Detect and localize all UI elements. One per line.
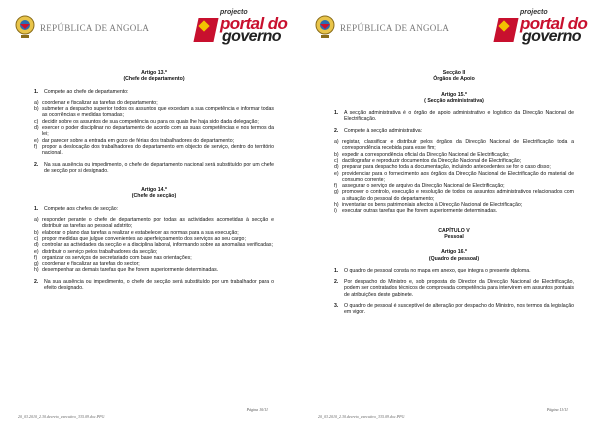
article-15-list <box>334 139 574 215</box>
list-text: decidir sobre os assuntos de sua competência ou para os quais lhe haja sido dada delegação; <box>42 118 259 125</box>
list-text: controlar as actividades da secção e a disciplina laboral, informando sobre as anomalias verificadas; <box>42 242 273 249</box>
list-text: organizar os serviços de secretariado com base nas orientações; <box>42 254 192 261</box>
page-header <box>14 6 290 46</box>
paragraph-text: O quadro de pessoal é susceptível de alteração por despacho do Ministro, nos termos da legislação em vigor. <box>344 303 574 316</box>
page-header <box>314 6 590 46</box>
list-letter: f) <box>34 254 38 261</box>
paragraph-number: 2. <box>34 278 39 285</box>
list-text: propor a deslocação dos trabalhadores do departamento em objecto de serviço, dentro do território nacional. <box>42 143 274 157</box>
paragraph-number: 3. <box>334 303 339 310</box>
list-text: submeter a despacho superior todos os assuntos que excedam a sua competência e informar todas as ocorrências e medidas tomadas; <box>42 106 274 119</box>
paragraph-text: Na sua ausência ou impedimento, o chefe de departamento nacional será substituído por um chefe de secção por si designado. <box>44 161 274 174</box>
list-text: preparar para despacho toda a documentação, incluindo antecedentes se for o caso disso; <box>342 164 551 171</box>
article-14-title: Artigo 14.º <box>141 187 167 194</box>
section-subtitle: Órgãos de Apoio <box>433 76 475 83</box>
list-letter: c) <box>34 235 39 242</box>
list-letter: a) <box>34 99 39 106</box>
article-16-paragraph-1 <box>334 268 574 274</box>
article-13-subtitle: (Chefe de departamento) <box>123 76 185 83</box>
list-text: distribuir o serviço pelos trabalhadores da secção; <box>42 248 158 255</box>
paragraph-text: O quadro de pessoal consta no mapa em anexo, que integra o presente diploma. <box>344 267 531 274</box>
list-text: responder perante o chefe de departamento por todas as actividades acometidas à secção e distribuir as tarefas ao pessoal adstrito; <box>42 217 274 230</box>
list-letter: a) <box>334 139 339 146</box>
paragraph-text: A secção administrativa é o órgão de apoio administrativo e logístico da Direcção Nacional de Electrificação. <box>344 110 574 123</box>
portal-do-governo-logo <box>496 8 588 46</box>
paragraph-text: Por despacho do Ministro e, sob proposta do Director da Direcção Nacional de Electrificação, podem ser contratados técnicos de comprovada competência para intervirem em assuntos pontuais de atribuições deste gabinete. <box>344 279 574 298</box>
list-item <box>34 144 274 157</box>
list-text: dar parecer sobre a entrada em gozo de férias dos trabalhadores do departamento; <box>42 137 235 144</box>
list-letter: e) <box>334 170 339 177</box>
paragraph-text: Compete ao chefe de departamento: <box>44 88 129 95</box>
list-text: dactilografar e reproduzir documentos da Direcção Nacional de Electrificação; <box>342 157 522 164</box>
chapter-subtitle: Pessoal <box>444 233 464 240</box>
section-title: Secção II <box>442 70 466 76</box>
page-number: Página 11/11 <box>546 407 568 412</box>
list-letter: b) <box>34 106 39 113</box>
chapter-title: CAPÍTULO V <box>438 227 470 234</box>
list-text: promover o controlo, execução e resolução de todos os assuntos administrativos relacionados com a situação do pessoal do departamento; <box>342 189 574 202</box>
list-text: exercer o poder disciplinar no departamento de acordo com as suas competências e nos termos da lei; <box>42 125 274 138</box>
list-text: coordenar e fiscalizar as tarefas do departamento; <box>42 99 158 106</box>
angola-emblem-icon <box>314 12 336 40</box>
logo-text-bottom: governo <box>522 28 581 45</box>
article-14-subtitle: (Chefe de secção) <box>131 193 177 200</box>
article-14-list <box>34 217 274 274</box>
article-13-paragraph-1 <box>34 89 274 95</box>
list-item <box>334 171 574 184</box>
list-letter: b) <box>34 229 39 236</box>
paragraph-number: 1. <box>34 205 39 212</box>
file-reference: 20_03.2010_2.30.decreto_executivo_335.09.doc.PPG <box>318 414 405 419</box>
article-15-title: Artigo 15.º <box>441 91 467 98</box>
page-content <box>34 70 274 296</box>
article-14-paragraph-2 <box>34 279 274 292</box>
logo-text-bottom: governo <box>222 28 281 45</box>
list-letter: i) <box>334 208 337 215</box>
paragraph-number: 1. <box>334 110 339 117</box>
list-item <box>334 189 574 202</box>
article-13-paragraph-2 <box>34 162 274 175</box>
list-text: executar outras tarefas que lhe forem superiormente determinadas. <box>342 208 498 215</box>
list-text: inventariar os bens patrimoniais afectos à Direcção Nacional de Electrificação; <box>342 202 523 209</box>
paragraph-text: Na sua ausência ou impedimento, o chefe de secção será substituído por um trabalhador para o efeito designado. <box>44 278 274 292</box>
file-reference: 20_03.2010_2.30.decreto_executivo_335.09.doc.PPG <box>18 414 105 419</box>
list-letter: d) <box>34 125 39 132</box>
article-15-subtitle: ( Secção administrativa) <box>424 97 484 104</box>
paragraph-text: Compete à secção administrativa: <box>344 127 423 134</box>
list-item <box>34 125 274 138</box>
article-14-paragraph-1 <box>34 206 274 212</box>
list-letter: c) <box>34 118 39 125</box>
republic-title: REPÚBLICA DE ANGOLA <box>340 23 450 33</box>
article-15-paragraph-1 <box>334 110 574 123</box>
list-text: propor medidas que julgue convenientes ao aperfeiçoamento dos serviços ao seu cargo; <box>42 235 246 242</box>
list-text: providenciar para o fornecimento aos órgãos da Direcção Nacional de Electrificação do material de consumo corrente; <box>342 170 574 183</box>
paragraph-number: 1. <box>334 267 339 274</box>
list-letter: g) <box>334 189 339 196</box>
list-letter: c) <box>334 157 339 164</box>
portal-do-governo-logo <box>196 8 288 46</box>
paragraph-number: 1. <box>34 88 39 95</box>
list-letter: e) <box>34 137 39 144</box>
list-letter: g) <box>34 261 39 268</box>
list-letter: a) <box>34 217 39 224</box>
page-number: Página 10/11 <box>246 407 268 412</box>
list-letter: h) <box>34 267 39 274</box>
article-16-paragraph-2 <box>334 279 574 298</box>
list-letter: f) <box>34 143 38 150</box>
list-item <box>334 208 574 214</box>
list-text: registar, classificar e distribuir pelos órgãos da Direcção Nacional de Electrificação toda a correspondência recebida para esse fim; <box>342 139 574 152</box>
list-item <box>34 217 274 230</box>
list-letter: d) <box>334 164 339 171</box>
article-15-paragraph-2 <box>334 128 574 134</box>
article-13-title: Artigo 13.º <box>141 70 167 76</box>
page-content <box>334 70 574 321</box>
angola-emblem-icon <box>14 12 36 40</box>
paragraph-text: Compete aos chefes de secção: <box>44 205 119 212</box>
list-item <box>334 139 574 152</box>
list-text: desempenhar as demais tarefas que lhe forem superiormente determinadas. <box>42 267 219 274</box>
list-text: assegurar o serviço de arquivo da Direcção Nacional de Electrificação; <box>342 183 505 190</box>
article-13-list <box>34 100 274 157</box>
republic-title: REPÚBLICA DE ANGOLA <box>40 23 150 33</box>
logo-text-mid: portal do <box>220 14 288 33</box>
paragraph-number: 2. <box>334 279 339 286</box>
list-letter: d) <box>34 242 39 249</box>
article-16-paragraph-3 <box>334 303 574 316</box>
article-16-subtitle: (Quadro de pessoal) <box>428 255 480 262</box>
list-letter: b) <box>334 151 339 158</box>
article-16-title: Artigo 16.º <box>441 249 467 256</box>
list-letter: e) <box>34 248 39 255</box>
logo-text-top: projecto <box>220 9 248 16</box>
document-page-right <box>300 0 600 424</box>
list-text: coordenar e fiscalizar as tarefas do sector; <box>42 261 140 268</box>
logo-text-mid: portal do <box>520 14 588 33</box>
list-letter: f) <box>334 183 338 190</box>
list-text: expedir a correspondência oficial da Direcção Nacional de Electrificação; <box>342 151 510 158</box>
paragraph-number: 2. <box>34 161 39 168</box>
list-text: elaborar o plano das tarefas a realizar e estabelecer as normas para a sua execução; <box>42 229 239 236</box>
logo-text-top: projecto <box>520 9 548 16</box>
paragraph-number: 2. <box>334 127 339 134</box>
list-item <box>34 106 274 119</box>
list-item <box>34 267 274 273</box>
list-letter: h) <box>334 202 339 209</box>
